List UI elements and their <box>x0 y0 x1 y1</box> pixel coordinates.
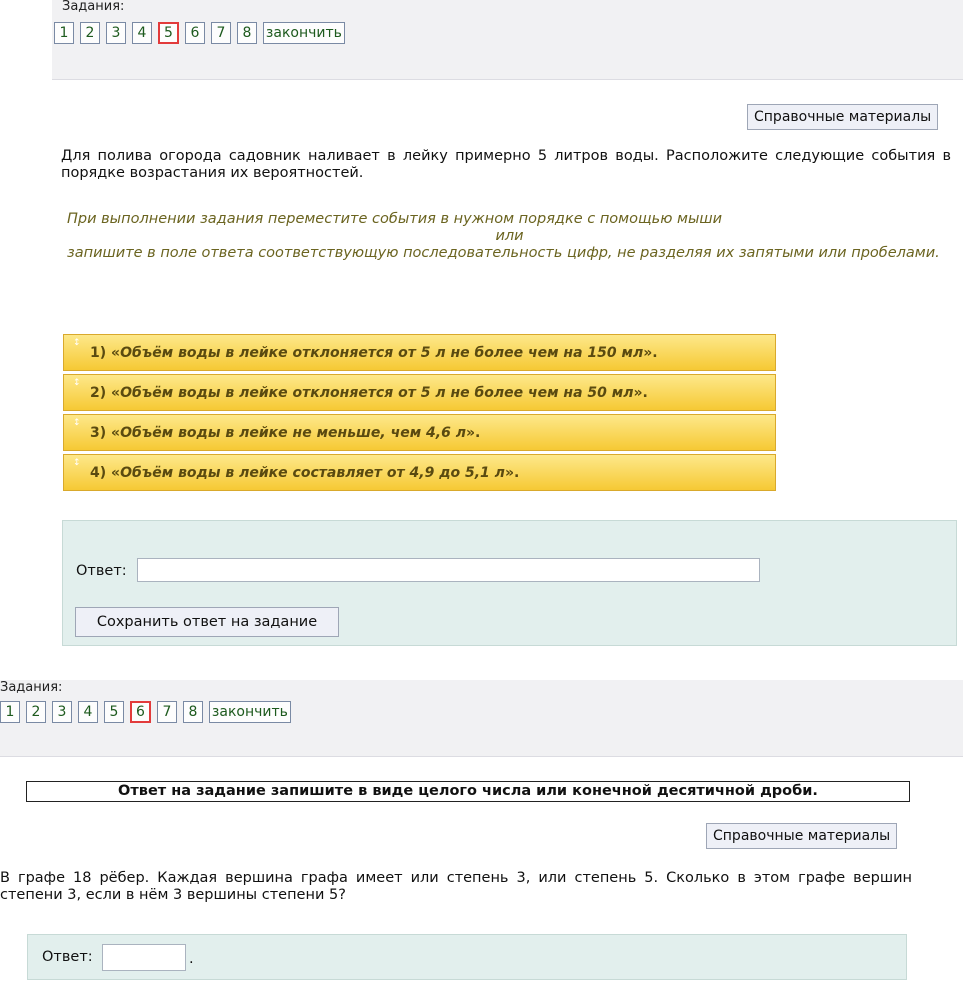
task-button-1[interactable]: 1 <box>54 22 74 44</box>
task-button-8[interactable]: 8 <box>237 22 257 44</box>
event-text: Объём воды в лейке отклоняется от 5 л не более чем на 50 мл <box>120 385 634 401</box>
event-item-3[interactable] <box>63 414 776 451</box>
event-text: Объём воды в лейке составляет от 4,9 до 5,1 л <box>120 465 505 481</box>
task-button-7[interactable]: 7 <box>211 22 231 44</box>
answer-label: Ответ: <box>76 563 127 579</box>
save-answer-button[interactable]: Сохранить ответ на задание <box>75 607 339 637</box>
finish-button[interactable]: закончить <box>263 22 345 44</box>
task-button-7[interactable]: 7 <box>157 701 177 723</box>
task-button-6-current[interactable]: 6 <box>130 701 151 723</box>
task-button-3[interactable]: 3 <box>52 701 72 723</box>
task-button-2[interactable]: 2 <box>26 701 46 723</box>
event-item-1[interactable] <box>63 334 776 371</box>
reference-materials-button[interactable]: Справочные материалы <box>706 823 897 849</box>
instruction-text <box>67 211 952 262</box>
task-button-5[interactable]: 5 <box>104 701 124 723</box>
task-button-1[interactable]: 1 <box>0 701 20 723</box>
instruction-line-1: При выполнении задания переместите события в нужном порядке с помощью мыши <box>67 211 723 227</box>
answer-panel <box>62 520 957 646</box>
event-close: ». <box>465 425 481 441</box>
event-text: Объём воды в лейке не меньше, чем 4,6 л <box>120 425 466 441</box>
answer-suffix: . <box>189 951 194 967</box>
event-close: ». <box>643 345 658 361</box>
event-item-2[interactable] <box>63 374 776 411</box>
event-close: ». <box>633 385 648 401</box>
task-button-6[interactable]: 6 <box>185 22 205 44</box>
tasks-label: Задания: <box>62 0 125 14</box>
event-number: 2) « <box>90 385 121 401</box>
drag-handle-icon[interactable]: ↕ <box>73 418 81 428</box>
answer-panel <box>27 934 907 980</box>
task-button-8[interactable]: 8 <box>183 701 203 723</box>
task-navigation-panel <box>0 680 963 757</box>
reference-materials-button[interactable]: Справочные материалы <box>747 104 938 130</box>
task-button-2[interactable]: 2 <box>80 22 100 44</box>
event-item-4[interactable] <box>63 454 776 491</box>
finish-button[interactable]: закончить <box>209 701 291 723</box>
instruction-line-3: запишите в поле ответа соответствующую последовательность цифр, не разделяя их запятыми или пробелами. <box>67 245 940 261</box>
drag-handle-icon[interactable]: ↕ <box>73 458 81 468</box>
question-text: В графе 18 рёбер. Каждая вершина графа имеет или степень 3, или степень 5. Сколько в этом графе вершин степени 3, если в нём 3 вершины степени 5? <box>0 870 912 903</box>
event-text: Объём воды в лейке отклоняется от 5 л не более чем на 150 мл <box>120 345 644 361</box>
instruction-line-2: или <box>495 228 524 244</box>
answer-input[interactable] <box>102 944 186 971</box>
task-button-5-current[interactable]: 5 <box>158 22 179 44</box>
answer-input[interactable] <box>137 558 760 582</box>
task-button-4[interactable]: 4 <box>78 701 98 723</box>
task-button-4[interactable]: 4 <box>132 22 152 44</box>
answer-label: Ответ: <box>42 949 93 965</box>
task-buttons <box>0 701 291 723</box>
sortable-event-list <box>63 334 776 494</box>
task-buttons <box>54 22 345 44</box>
drag-handle-icon[interactable]: ↕ <box>73 378 81 388</box>
task-button-3[interactable]: 3 <box>106 22 126 44</box>
event-close: ». <box>504 465 520 481</box>
task-navigation-panel <box>52 0 963 80</box>
event-number: 3) « <box>90 425 121 441</box>
question-text: Для полива огорода садовник наливает в лейку примерно 5 литров воды. Расположите следующие события в порядке возрастания их вероятностей. <box>61 148 951 181</box>
event-number: 1) « <box>90 345 121 361</box>
tasks-label: Задания: <box>0 680 63 695</box>
event-number: 4) « <box>90 465 121 481</box>
drag-handle-icon[interactable]: ↕ <box>73 338 81 348</box>
answer-format-banner: Ответ на задание запишите в виде целого числа или конечной десятичной дроби. <box>26 781 910 802</box>
